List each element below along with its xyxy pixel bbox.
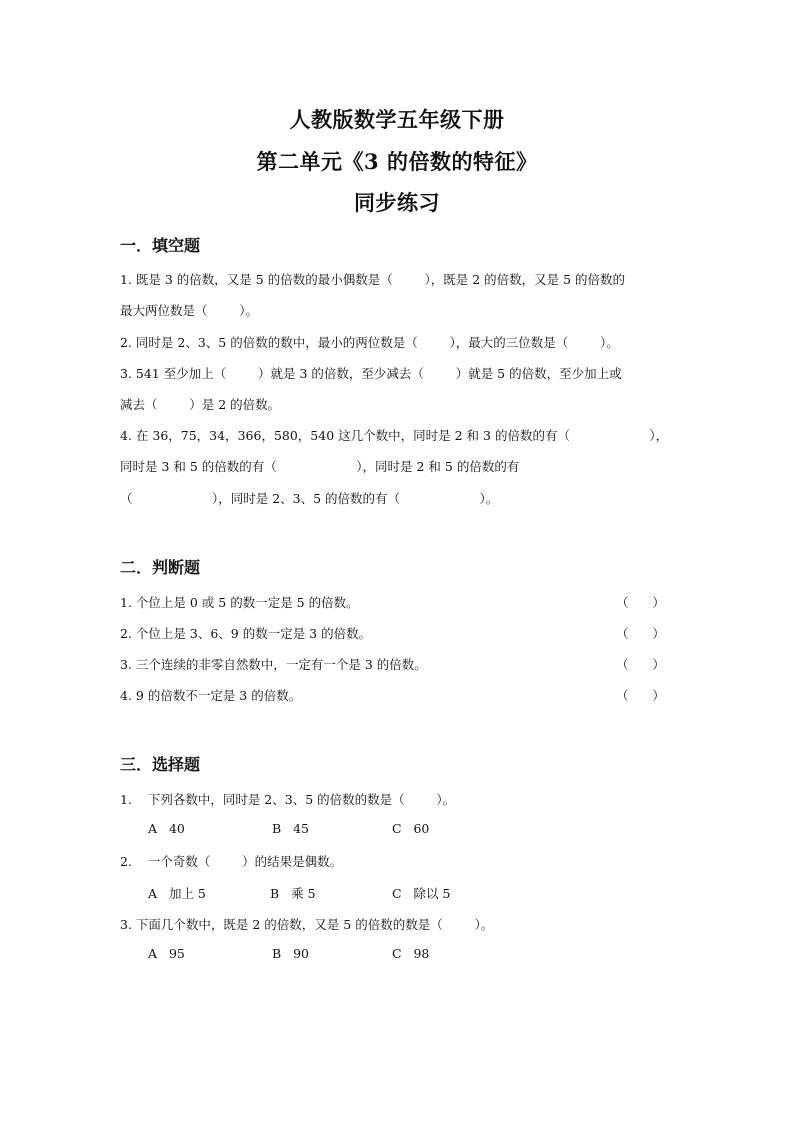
section-fill-heading: 一．填空题: [120, 236, 201, 255]
judge-item-1: 1. 个位上是 0 或 5 的数一定是 5 的倍数。: [120, 595, 359, 610]
judge-answer-blank-4: （ ）: [616, 688, 665, 703]
judge-item-2: 2. 个位上是 3、6、9 的数一定是 3 的倍数。: [120, 626, 372, 641]
choice-q1: 1. 下列各数中，同时是 2、3、5 的倍数的数是（ ）。: [120, 792, 456, 807]
judge-item-3: 3. 三个连续的非零自然数中，一定有一个是 3 的倍数。: [120, 657, 427, 672]
fill-q4-line2: 同时是 3 和 5 的倍数的有（ ），同时是 2 和 5 的倍数的有: [120, 459, 520, 474]
judge-item-4: 4. 9 的倍数不一定是 3 的倍数。: [120, 688, 302, 703]
fill-q1-line2: 最大两位数是（ ）。: [120, 303, 259, 318]
choice-q2-option-a: A 加上 5: [148, 886, 206, 901]
title-practice: 同步练习: [354, 190, 440, 215]
fill-q3-line1: 3. 541 至少加上（ ）就是 3 的倍数，至少减去（ ）就是 5 的倍数，至少加上或: [120, 366, 622, 381]
choice-q2-option-c: C 除以 5: [392, 886, 451, 901]
choice-q1-option-c: C 60: [392, 821, 430, 836]
choice-q1-option-b: B 45: [272, 821, 310, 836]
choice-q3-option-c: C 98: [392, 946, 430, 961]
title-book: 人教版数学五年级下册: [289, 107, 505, 132]
section-judge-heading: 二．判断题: [120, 558, 201, 577]
choice-q2-option-b: B 乘 5: [270, 886, 316, 901]
choice-q3: 3. 下面几个数中，既是 2 的倍数，又是 5 的倍数的数是（ ）。: [120, 917, 494, 932]
section-choice-heading: 三．选择题: [120, 755, 201, 774]
fill-q2: 2. 同时是 2、3、5 的倍数的数中，最小的两位数是（ ），最大的三位数是（ ）。: [120, 335, 619, 350]
judge-answer-blank-2: （ ）: [616, 626, 665, 641]
choice-q3-option-a: A 95: [148, 946, 185, 961]
choice-q2: 2. 一个奇数（ ）的结果是偶数。: [120, 854, 343, 869]
judge-answer-blank-1: （ ）: [616, 595, 665, 610]
choice-q1-option-a: A 40: [148, 821, 185, 836]
fill-q4-line1: 4. 在 36，75，34，366，580，540 这几个数中，同时是 2 和 3 的倍数的有（ ），: [120, 428, 669, 443]
fill-q4-line3: （ ），同时是 2、3、5 的倍数的有（ ）。: [120, 491, 499, 506]
judge-answer-blank-3: （ ）: [616, 657, 665, 672]
fill-q3-line2: 减去（ ）是 2 的倍数。: [120, 397, 281, 412]
choice-q3-option-b: B 90: [272, 946, 310, 961]
title-unit: 第二单元《3 的倍数的特征》: [256, 149, 538, 174]
fill-q1-line1: 1. 既是 3 的倍数，又是 5 的倍数的最小偶数是（ ），既是 2 的倍数，又是 5 的倍数的: [120, 272, 626, 287]
